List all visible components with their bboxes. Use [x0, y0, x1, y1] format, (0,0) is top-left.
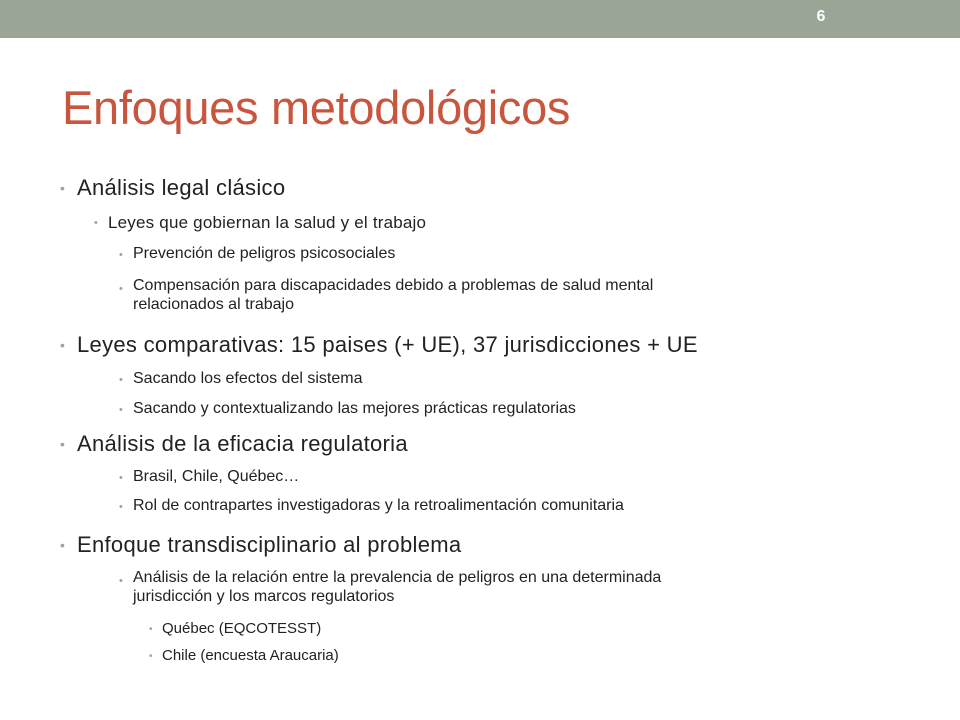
bullet-text-line2: jurisdicción y los marcos regulatorios: [133, 588, 395, 605]
bullet-text-line2: relacionados al trabajo: [133, 296, 294, 313]
bullet-dot-icon: •: [149, 651, 153, 662]
bullet-text: Brasil, Chile, Québec…: [133, 468, 300, 485]
header-bar: [0, 0, 960, 38]
bullet-dot-icon: •: [149, 624, 153, 635]
bullet-dot-icon: •: [119, 374, 123, 386]
bullet-text: Leyes que gobiernan la salud y el trabajo: [108, 213, 427, 232]
bullet-dot-icon: •: [119, 249, 123, 261]
bullet-dot-icon: •: [119, 472, 123, 484]
bullet-dot-icon: •: [119, 575, 123, 587]
bullet-text: Análisis legal clásico: [77, 175, 286, 200]
bullet-text: Sacando y contextualizando las mejores prácticas regulatorias: [133, 400, 576, 417]
bullet-dot-icon: •: [60, 436, 66, 452]
bullet-analisis-legal: [60, 175, 286, 201]
bullet-text: Enfoque transdisciplinario al problema: [77, 532, 462, 557]
bullet-mejores-practicas: [119, 400, 576, 418]
bullet-dot-icon: •: [119, 404, 123, 416]
bullet-dot-icon: •: [119, 501, 123, 513]
bullet-dot-icon: •: [119, 283, 123, 295]
bullet-leyes-comparativas: [60, 332, 698, 358]
bullet-text: Análisis de la eficacia regulatoria: [77, 431, 408, 456]
slide-title: Enfoques metodológicos: [62, 81, 571, 134]
bullet-relacion: [119, 568, 662, 606]
bullet-transdisciplinario: [60, 532, 462, 558]
bullet-leyes-salud: [94, 213, 427, 233]
bullet-text-line1: Análisis de la relación entre la prevalencia de peligros en una determinada: [133, 569, 662, 586]
bullet-chile: [149, 647, 339, 664]
bullet-text: Québec (EQCOTESST): [162, 620, 322, 637]
bullet-sacando-efectos: [119, 370, 363, 388]
bullet-text: Prevención de peligros psicosociales: [133, 245, 396, 262]
bullet-text-line1: Compensación para discapacidades debido a problemas de salud mental: [133, 277, 654, 294]
bullet-prevencion: [119, 245, 396, 263]
bullet-eficacia: [60, 431, 408, 457]
bullet-text: Rol de contrapartes investigadoras y la retroalimentación comunitaria: [133, 497, 624, 514]
bullet-dot-icon: •: [60, 180, 66, 196]
bullet-paises: [119, 468, 300, 486]
bullet-compensacion: [119, 276, 654, 314]
bullet-dot-icon: •: [60, 337, 66, 353]
header-divider: [0, 38, 960, 40]
bullet-quebec: [149, 620, 322, 637]
bullet-dot-icon: •: [60, 537, 66, 553]
bullet-contrapartes: [119, 497, 624, 515]
bullet-text: Leyes comparativas: 15 paises (+ UE), 37 jurisdicciones + UE: [77, 332, 698, 357]
bullet-text: Chile (encuesta Araucaria): [162, 647, 339, 664]
bullet-dot-icon: •: [94, 217, 99, 229]
bullet-text: Sacando los efectos del sistema: [133, 370, 363, 387]
slide-number: 6: [816, 8, 826, 25]
